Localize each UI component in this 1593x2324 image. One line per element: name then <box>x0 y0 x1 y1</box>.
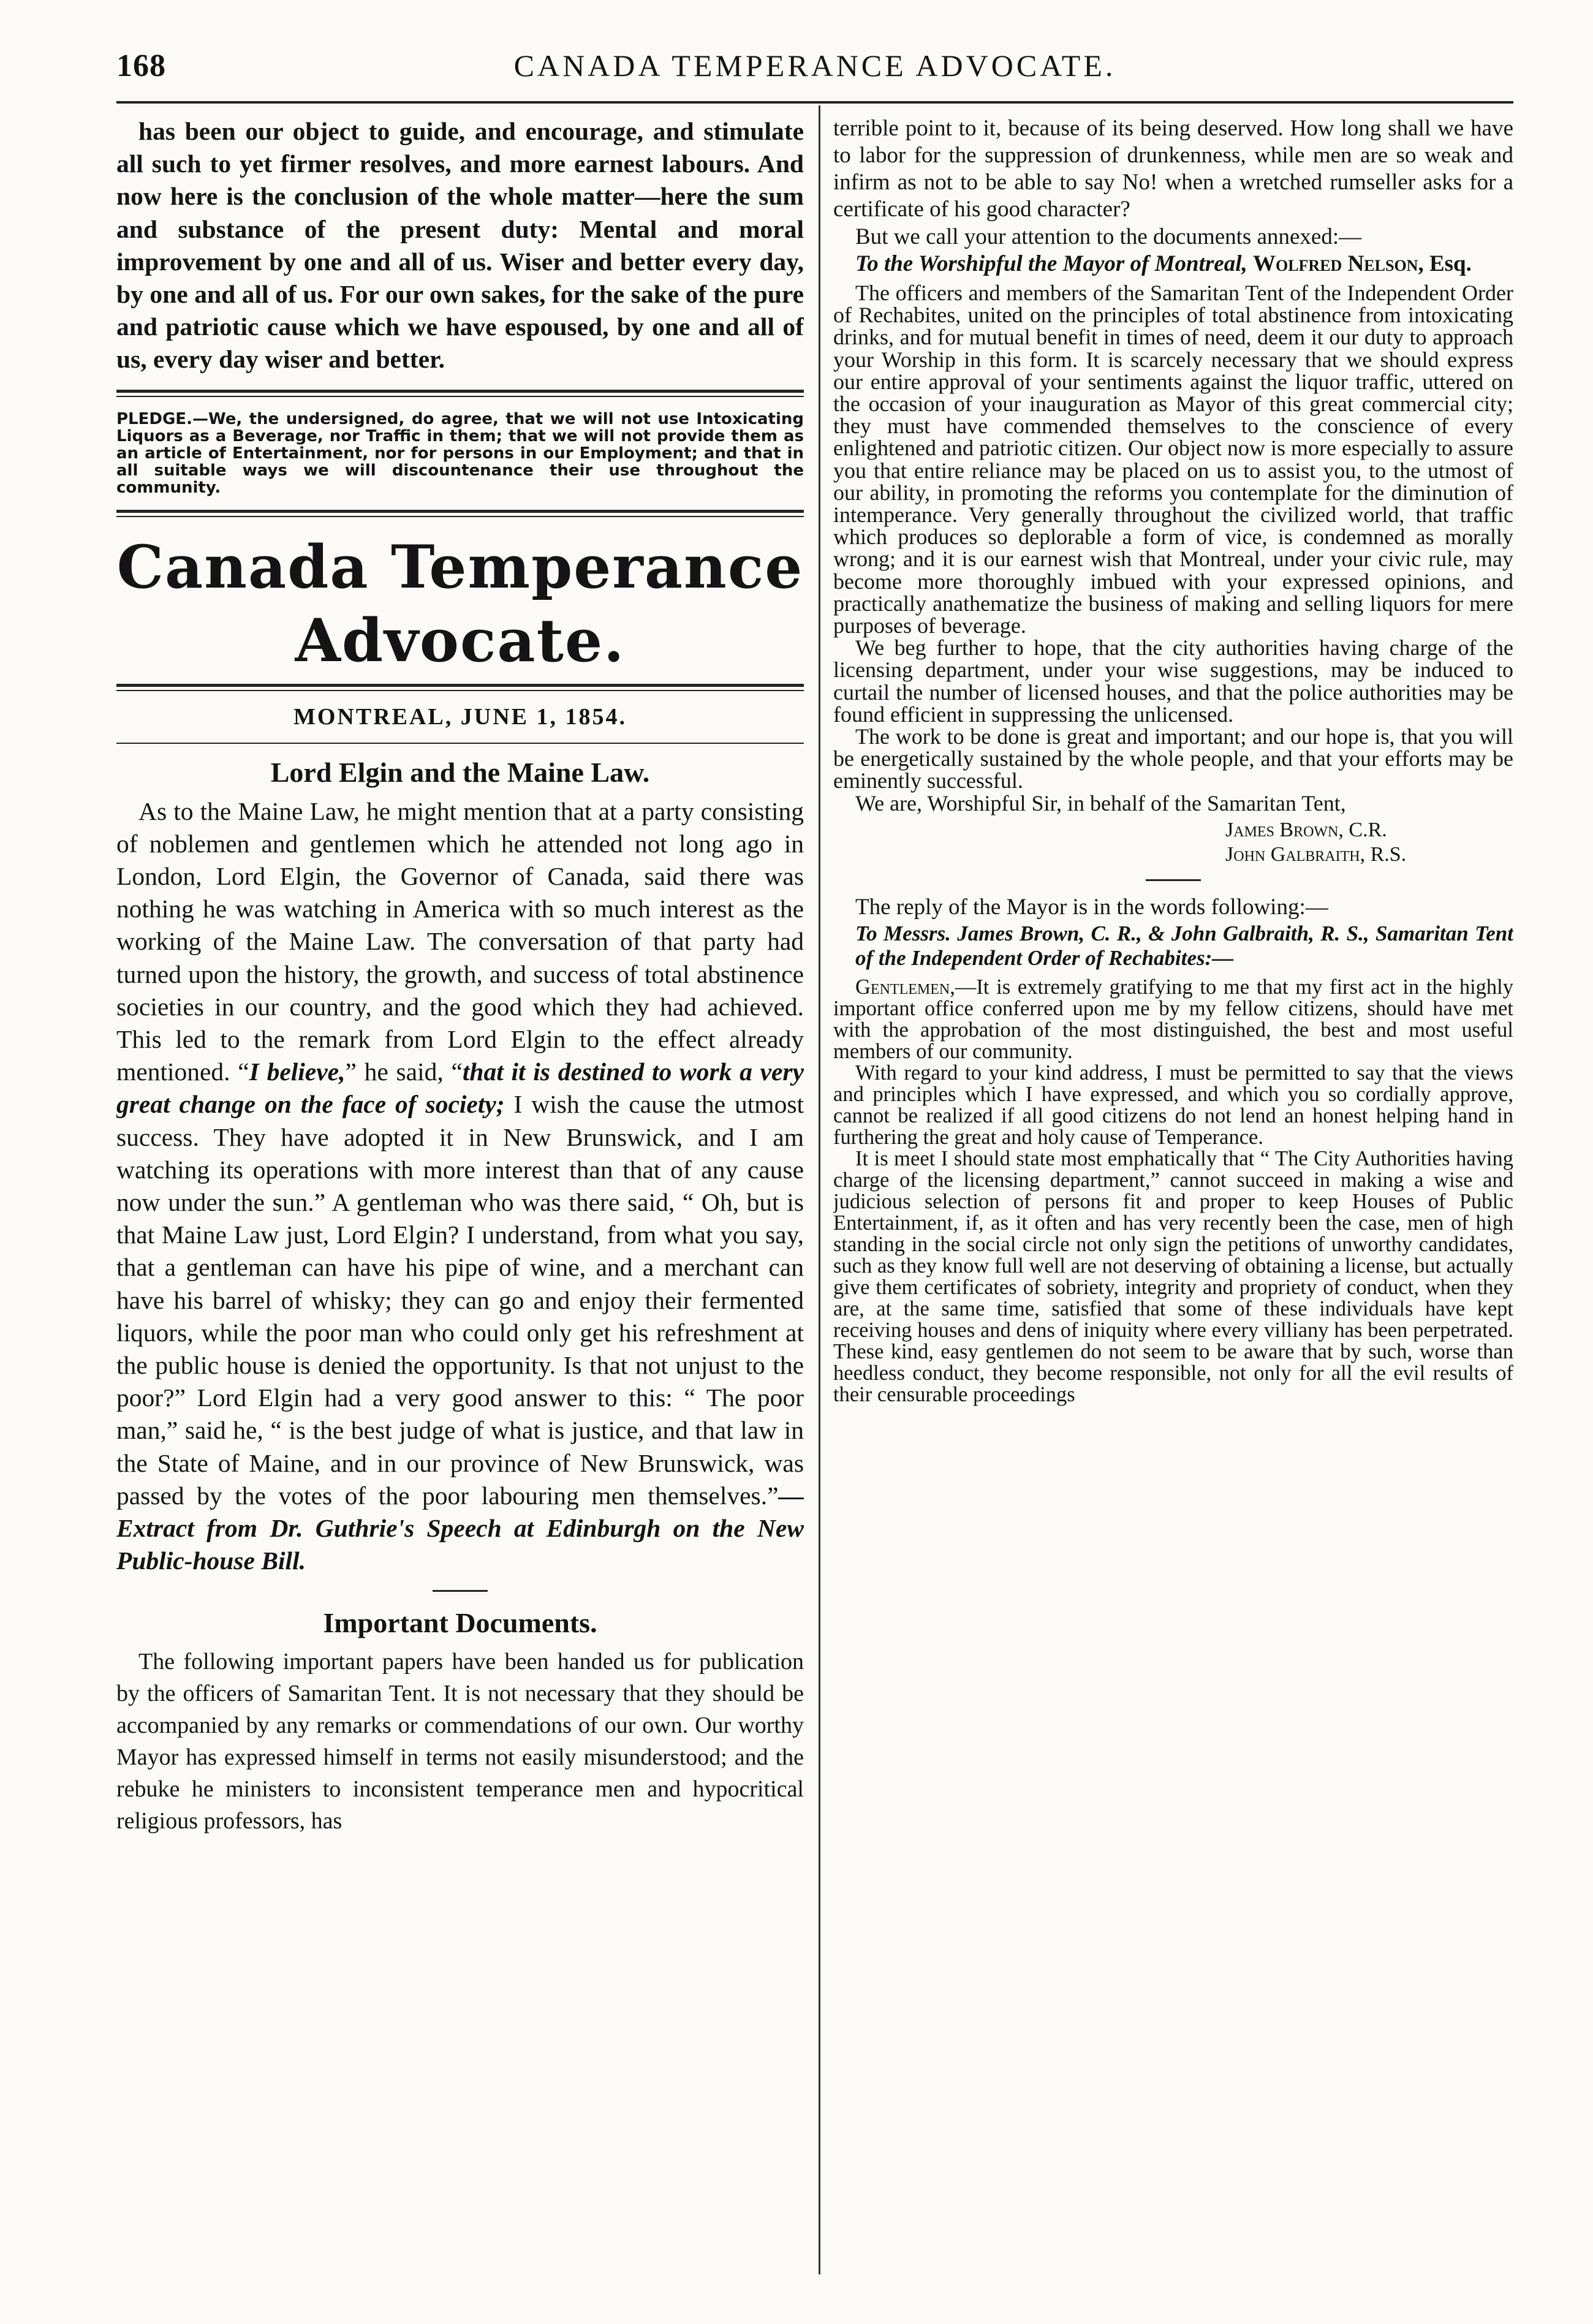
letter-paragraph: The officers and members of the Samaritan Tent of the Independent Order of Rechabites, united on the principles of total abstinence from intoxicating drinks, and for mutual benefit in times of need, deem it our duty to approach your Worship in this form. It is scarcely necessary that we should express our entire approval of your sentiments against the liquor traffic, uttered on the occasion of your inauguration as Mayor of this great commercial city; they must have commended themselves to the conscience of every enlightened and patriotic citizen. Our object now is more especially to assure you that entire reliance may be placed on us to assist you, to the utmost of our ability, in promoting the reforms you contemplate for the diminution of intemperance. Very generally throughout the civilized world, that traffic which produces so deplorable a form of vice, is condemned as morally wrong; and it is our earnest wish that Montreal, under your civic rule, may become more thoroughly imbued with your expressed opinions, and practically anathematize the business of making and selling liquors for mere purposes of beverage. <box>833 281 1513 638</box>
header-rule <box>116 101 1513 104</box>
separator-rule <box>433 1590 488 1592</box>
left-column <box>116 115 804 2284</box>
letter-paragraph: We are, Worshipful Sir, in behalf of the Samaritan Tent, <box>855 790 1346 816</box>
page-header <box>116 48 1513 97</box>
running-title: CANADA TEMPERANCE ADVOCATE. <box>513 48 1116 83</box>
thin-rule <box>116 743 804 744</box>
article-body: As to the Maine Law, he might mention that at a party consisting of noblemen and gentlemen which he attended not long ago in London, Lord Elgin, the Governor of Canada, said there was nothing he was watching in America with so much interest as the working of the Maine Law. The conversation of that party had turned upon the history, the growth, and success of total abstinence societies in our country, and the good which they had achieved. This led to the remark from Lord Elgin to the effect already mentioned. “I believe,” he said, “that it is destined to work a very great change on the face of society; I wish the cause the utmost success. They have adopted it in New Brunswick, and I am watching its operations with more interest than that of any cause now under the sun.” A gentleman who was there said, “ Oh, but is that Maine Law just, Lord Elgin? I understand, from what you say, that a gentleman can have his pipe of wine, and a merchant can have his barrel of whisky; they can go and enjoy their fermented liquors, while the poor man who could only get his refreshment at the public house is denied the opportunity. Is that not unjust to the poor?” Lord Elgin had a very good answer to this: “ The poor man,” said he, “ is the best judge of what is justice, and that law in the State of Maine, and in our province of New Brunswick, was passed by the votes of the poor labouring men themselves.”—Extract from Dr. Guthrie's Speech at Edinburgh on the New Public-house Bill. <box>116 797 804 1575</box>
dateline: MONTREAL, JUNE 1, 1854. <box>293 703 627 730</box>
reply-intro: The reply of the Mayor is in the words following:— <box>855 894 1328 920</box>
letter-paragraph: The work to be done is great and important; and our hope is, that you will be energetically sustained by the whole people, and that your efforts may be eminently successful. <box>833 724 1513 793</box>
continued-paragraph: terrible point to it, because of its being deserved. How long shall we have to labor for the suppression of drunkenness, while men are so weak and infirm as not to be able to say No! when a wretched rumseller asks for a certificate of his good character? <box>833 116 1513 222</box>
double-rule <box>116 390 804 397</box>
address-line: To the Worshipful the Mayor of Montreal, Wolfred Nelson, Esq. <box>855 251 1472 276</box>
letter-paragraph: With regard to your kind address, I must be permitted to say that the views and principles which I have expressed, and which you so cordially approve, cannot be realized if all good citizens do not lend an honest helping hand in furthering the great and holy cause of Temperance. <box>833 1061 1513 1149</box>
annex-line: But we call your attention to the documents annexed:— <box>855 224 1362 249</box>
letter-paragraph: It is meet I should state most emphatically that “ The City Authorities having charge of the licensing department,” cannot succeed in making a wise and judicious selection of persons fit and proper to keep Houses of Public Entertainment, if, as it often and has very recently been the case, men of high standing in the social circle not only sign the petitions of unworthy candidates, such as they know full well are not deserving of obtaining a license, but actually give them certificates of sobriety, integrity and propriety of conduct, when they are, at the same time, satisfied that some of these individuals have kept receiving houses and dens of iniquity where every villiany has been perpetrated. These kind, easy gentlemen do not seem to be aware that by such, worse than heedless conduct, they become responsible, not only for all the evil results of their censurable proceedings <box>833 1146 1513 1406</box>
article-body: The following important papers have been handed us for publication by the officers of Samaritan Tent. It is not necessary that they should be accompanied by any remarks or commendations of our own. Our worthy Mayor has expressed himself in terms not easily misunderstood; and the rebuke he ministers to inconsistent temperance men and hypocritical religious professors, has <box>116 1648 804 1834</box>
right-column <box>833 115 1513 2284</box>
intro-paragraph: has been our object to guide, and encourage, and stimulate all such to yet firmer resolves, and more earnest labours. And now here is the conclusion of the whole matter—here the sum and substance of the present duty: Mental and moral improvement by one and all of us. Wiser and better every day, by one and all of us. For our own sakes, for the sake of the pure and patriotic cause which we have espoused, by one and all of us, every day wiser and better. <box>116 117 804 374</box>
double-rule <box>116 510 804 517</box>
letter-paragraph: We beg further to hope, that the city authorities having charge of the licensing department, under your wise suggestions, may be induced to curtail the number of licensed houses, and that the police authorities may be found efficient in suppressing the unlicensed. <box>833 635 1513 727</box>
masthead: Canada Temperance Advocate. <box>116 532 804 675</box>
separator-rule <box>1146 879 1201 881</box>
address-line: To Messrs. James Brown, C. R., & John Galbraith, R. S., Samaritan Tent of the Independent Order of Rechabites:— <box>855 921 1513 970</box>
column-divider <box>819 105 820 2274</box>
signature: John Galbraith, R.S. <box>1225 842 1407 866</box>
double-rule <box>116 684 804 691</box>
pledge-text: PLEDGE.—We, the undersigned, do agree, that we will not use Intoxicating Liquors as a Beverage, nor Traffic in them; that we will not provide them as an article of Entertainment, nor for persons in our Employment; and that in all suitable ways we will discountenance their use throughout the community. <box>116 409 804 497</box>
article-title: Lord Elgin and the Maine Law. <box>270 756 650 788</box>
article-title: Important Documents. <box>323 1607 597 1638</box>
article-source: —Extract from Dr. Guthrie's Speech at Edinburgh on the New Public-house Bill. <box>116 1481 804 1575</box>
signature: James Brown, C.R. <box>1225 818 1387 841</box>
letter-paragraph: Gentlemen,—It is extremely gratifying to me that my first act in the highly important office conferred upon me by my fellow citizens, should have met with the approbation of the most distinguished, the best and most useful members of our community. <box>833 975 1513 1063</box>
page-number: 168 <box>116 48 166 83</box>
